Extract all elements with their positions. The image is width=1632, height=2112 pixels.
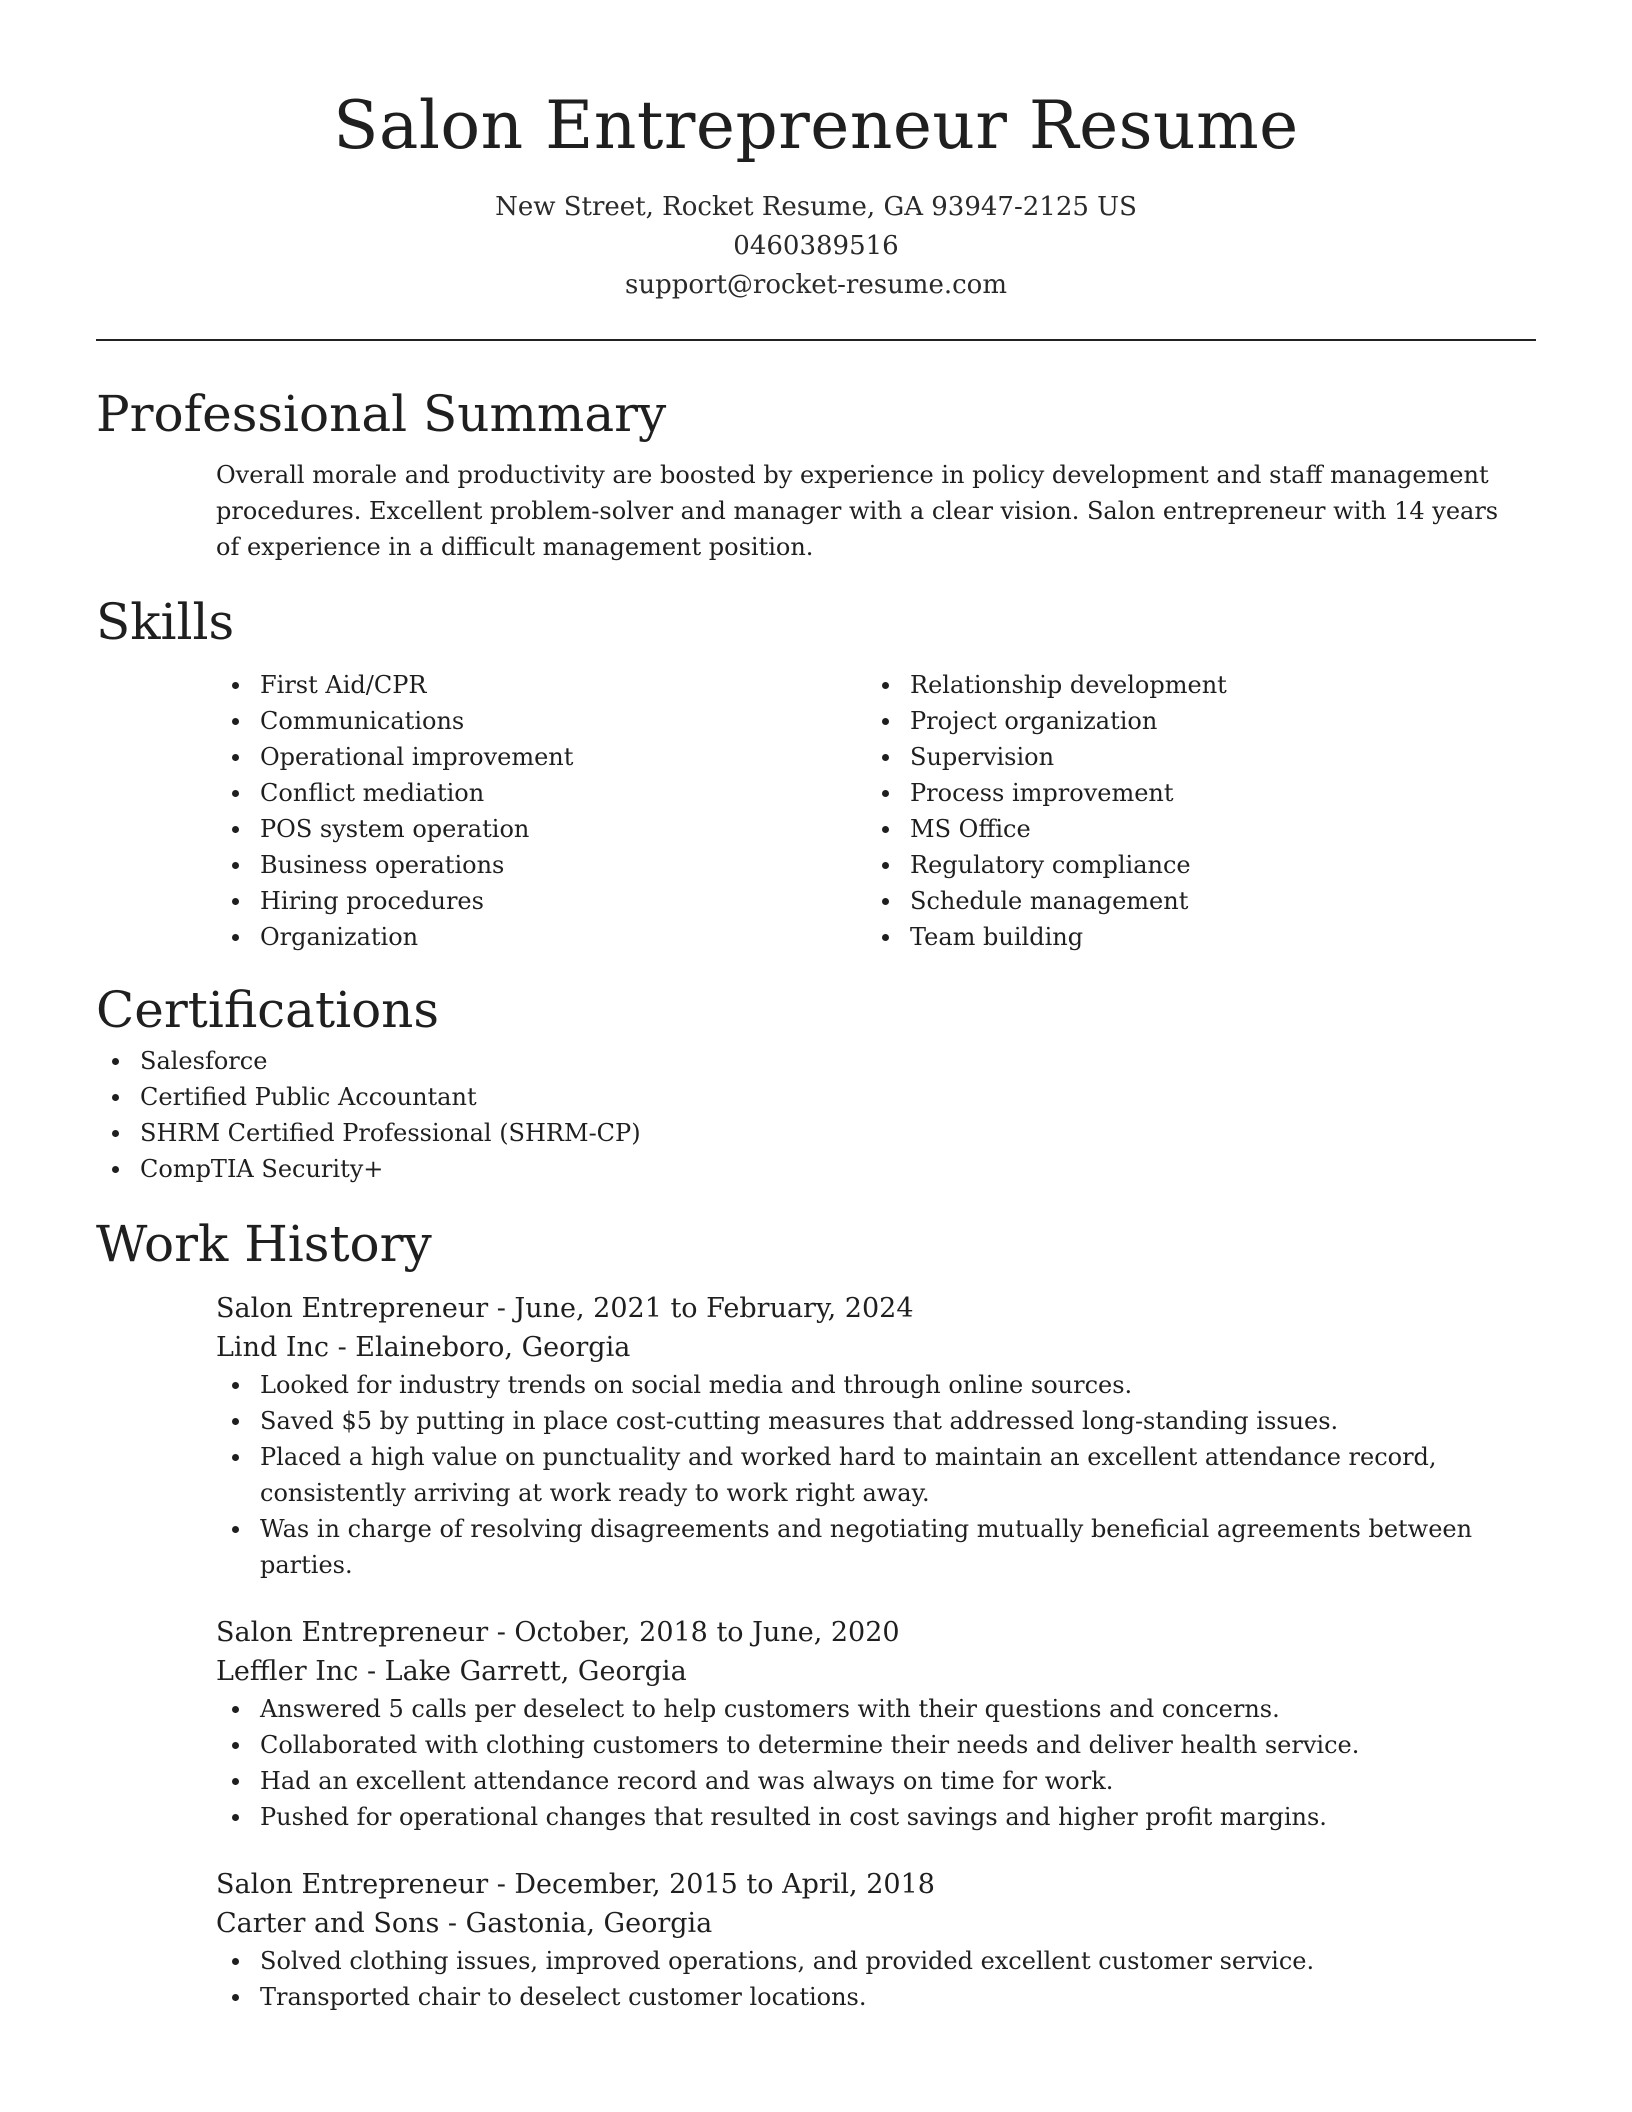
skill-item: Project organization bbox=[866, 703, 1516, 739]
job-entry bbox=[216, 1865, 1516, 2015]
job-dates: - October, 2018 to June, 2020 bbox=[488, 1617, 900, 1648]
skills-list-right bbox=[866, 667, 1516, 955]
job-title-line bbox=[216, 1289, 1516, 1328]
job-dates: - June, 2021 to February, 2024 bbox=[488, 1293, 914, 1324]
job-role: Salon Entrepreneur bbox=[216, 1293, 489, 1324]
skill-item: Organization bbox=[216, 919, 866, 955]
resume-page bbox=[96, 0, 1536, 2015]
job-location: - Elaineboro, Georgia bbox=[329, 1332, 631, 1363]
resume-title: Salon Entrepreneur Resume bbox=[333, 87, 1299, 164]
skills-heading: Skills bbox=[96, 593, 235, 651]
job-duty: Answered 5 calls per deselect to help customers with their questions and concerns. bbox=[216, 1691, 1516, 1727]
job-location: - Gastonia, Georgia bbox=[439, 1908, 713, 1939]
job-duty: Was in charge of resolving disagreements and negotiating mutually beneficial agreements between parties. bbox=[216, 1511, 1516, 1583]
certifications-list bbox=[96, 1043, 1536, 1187]
skill-item: Process improvement bbox=[866, 775, 1516, 811]
job-duties-list bbox=[216, 1691, 1516, 1835]
job-duty: Placed a high value on punctuality and worked hard to maintain an excellent attendance record, consistently arriving at work ready to work right away. bbox=[216, 1439, 1516, 1511]
summary-text: Overall morale and productivity are boosted by experience in policy development and staff management procedures. Excellent problem-solver and manager with a clear vision. Salon entrepreneur with 14 years of experience in a difficult management position. bbox=[216, 461, 1499, 561]
job-duty: Collaborated with clothing customers to determine their needs and deliver health service. bbox=[216, 1727, 1516, 1763]
certification-item: Salesforce bbox=[96, 1043, 1536, 1079]
job-company: Lind Inc bbox=[216, 1332, 329, 1363]
contact-email: support@rocket-resume.com bbox=[624, 270, 1007, 300]
job-dates: - December, 2015 to April, 2018 bbox=[488, 1869, 935, 1900]
job-duty: Saved $5 by putting in place cost-cutting measures that addressed long-standing issues. bbox=[216, 1403, 1516, 1439]
job-company: Leffler Inc bbox=[216, 1656, 359, 1687]
job-title-line bbox=[216, 1613, 1516, 1652]
contact-address: New Street, Rocket Resume, GA 93947-2125 US bbox=[495, 192, 1137, 222]
skill-item: POS system operation bbox=[216, 811, 866, 847]
job-duties-list bbox=[216, 1367, 1516, 1583]
skill-item: Team building bbox=[866, 919, 1516, 955]
job-duty: Transported chair to deselect customer locations. bbox=[216, 1979, 1516, 2015]
job-duty: Solved clothing issues, improved operations, and provided excellent customer service. bbox=[216, 1943, 1516, 1979]
job-role: Salon Entrepreneur bbox=[216, 1617, 489, 1648]
job-duty: Had an excellent attendance record and was always on time for work. bbox=[216, 1763, 1516, 1799]
job-duties-list bbox=[216, 1943, 1516, 2015]
skill-item: Supervision bbox=[866, 739, 1516, 775]
contact-phone: 0460389516 bbox=[733, 231, 899, 261]
skills-column-right bbox=[866, 667, 1516, 955]
job-title-line bbox=[216, 1865, 1516, 1904]
section-skills bbox=[96, 589, 1536, 955]
job-company-line bbox=[216, 1328, 1516, 1367]
header-divider bbox=[96, 339, 1536, 341]
skill-item: Hiring procedures bbox=[216, 883, 866, 919]
resume-header bbox=[96, 0, 1536, 305]
skills-columns bbox=[216, 667, 1536, 955]
skill-item: Communications bbox=[216, 703, 866, 739]
job-role: Salon Entrepreneur bbox=[216, 1869, 489, 1900]
certification-item: SHRM Certified Professional (SHRM-CP) bbox=[96, 1115, 1536, 1151]
skills-column-left bbox=[216, 667, 866, 955]
skill-item: Regulatory compliance bbox=[866, 847, 1516, 883]
job-company: Carter and Sons bbox=[216, 1908, 440, 1939]
certification-item: CompTIA Security+ bbox=[96, 1151, 1536, 1187]
certification-item: Certified Public Accountant bbox=[96, 1079, 1536, 1115]
skill-item: Schedule management bbox=[866, 883, 1516, 919]
job-company-line bbox=[216, 1904, 1516, 1943]
summary-heading: Professional Summary bbox=[96, 385, 667, 443]
section-work-history bbox=[96, 1211, 1536, 2015]
job-location: - Lake Garrett, Georgia bbox=[358, 1656, 687, 1687]
job-duty: Looked for industry trends on social media and through online sources. bbox=[216, 1367, 1516, 1403]
section-summary bbox=[96, 381, 1536, 565]
work-history-heading: Work History bbox=[96, 1215, 432, 1273]
contact-info bbox=[96, 188, 1536, 305]
job-entry bbox=[216, 1613, 1516, 1835]
skills-list-left bbox=[216, 667, 866, 955]
skill-item: Operational improvement bbox=[216, 739, 866, 775]
job-duty: Pushed for operational changes that resulted in cost savings and higher profit margins. bbox=[216, 1799, 1516, 1835]
job-entry bbox=[216, 1289, 1516, 1583]
skill-item: Relationship development bbox=[866, 667, 1516, 703]
section-certifications bbox=[96, 977, 1536, 1187]
skill-item: Conflict mediation bbox=[216, 775, 866, 811]
skill-item: MS Office bbox=[866, 811, 1516, 847]
certifications-heading: Certifications bbox=[96, 981, 440, 1039]
job-company-line bbox=[216, 1652, 1516, 1691]
skill-item: Business operations bbox=[216, 847, 866, 883]
skill-item: First Aid/CPR bbox=[216, 667, 866, 703]
